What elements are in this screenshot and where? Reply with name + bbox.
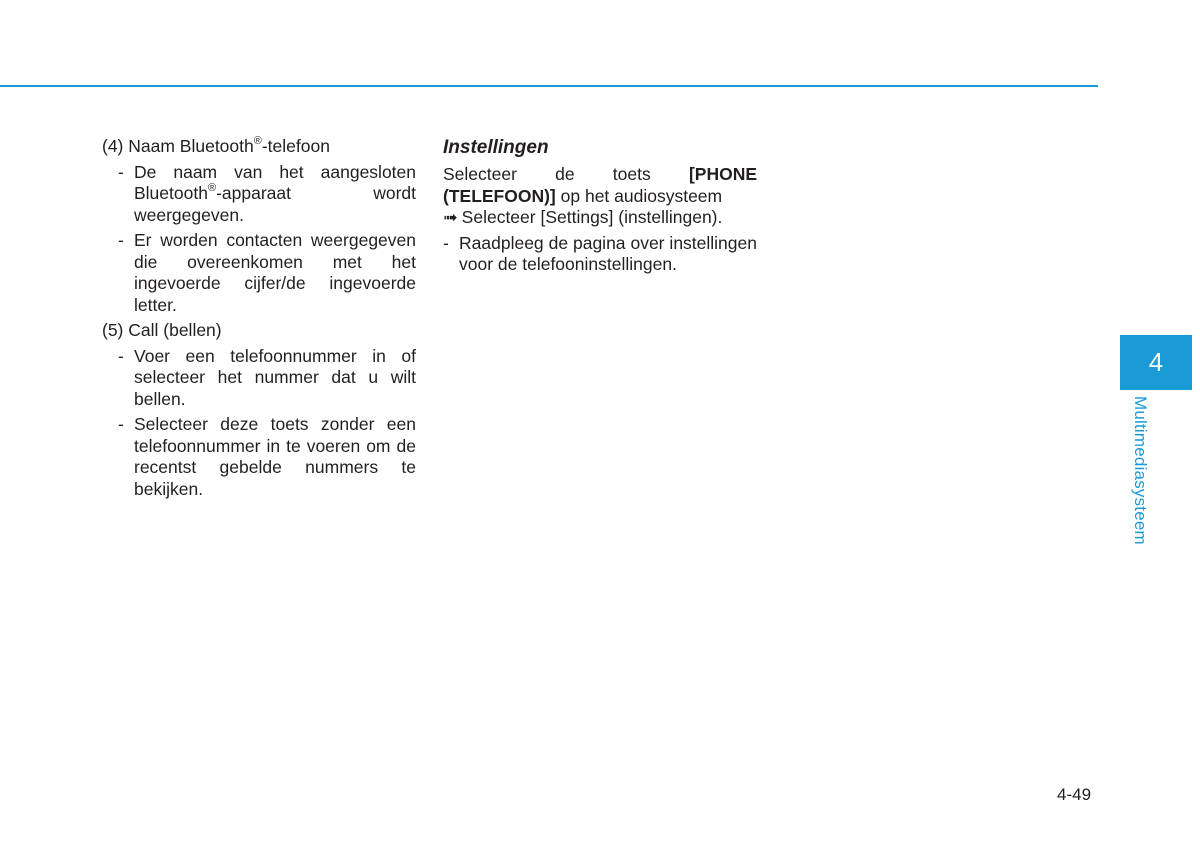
registered-mark: ® (253, 135, 262, 148)
chapter-label: Multimediasysteem (1131, 396, 1150, 545)
instruction-part3: Selecteer [Settings] (instellingen). (461, 207, 723, 227)
bullet-dash: - (443, 232, 449, 253)
bullet-dash: - (118, 345, 124, 366)
right-column (443, 136, 757, 280)
bullet-dash: - (118, 161, 124, 182)
item-4-bullet-1-part3: -apparaat wordt weergegeven. (134, 183, 416, 225)
instruction-part2: op het audiosysteem (555, 185, 723, 206)
item-5-bullet-2: Selecteer deze toets zonder een telefoonnummer in te voeren om de recentst gebelde nummers te bekijken. (134, 414, 416, 499)
item-5-heading: (5) Call (bellen) (102, 320, 222, 340)
chapter-number: 4 (1148, 347, 1164, 377)
chapter-tab (1120, 335, 1192, 390)
phone-button-reference: [PHONE (TELEFOON)] (443, 164, 757, 206)
item-5-bullet-1: Voer een telefoonnummer in of selecteer het nummer dat u wilt bellen. (134, 345, 416, 409)
bullet-dash: - (118, 230, 124, 250)
header-rule (0, 85, 1098, 87)
item-4-bullet-2: Er worden contacten weergegeven die overeenkomen met het ingevoerde cijfer/de ingevoerde letter. (134, 230, 416, 315)
left-column (102, 136, 416, 504)
item-4-heading (102, 136, 416, 158)
item-4-bullet-1-part2: Bluetooth (134, 183, 208, 203)
list-item (102, 346, 416, 411)
list-item (102, 230, 416, 316)
item-4-bullet-1-part1: De naam van het aangesloten (134, 161, 416, 182)
bullet-dash: - (118, 414, 124, 434)
page-number: 4-49 (1057, 785, 1092, 804)
instruction-paragraph (443, 164, 757, 229)
list-item (102, 162, 416, 227)
section-heading: Instellingen (443, 137, 549, 158)
arrow-icon: ➟ (443, 207, 458, 227)
settings-bullet: Raadpleeg de pagina over instellingen voor de telefooninstellingen. (459, 232, 757, 274)
registered-mark: ® (207, 182, 217, 195)
item-4-label: (4) Naam Bluetooth (102, 136, 254, 156)
item-4-bullet-1 (134, 162, 416, 227)
instruction-part1: Selecteer de toets (443, 164, 689, 184)
list-item (102, 414, 416, 500)
item-4-suffix: -telefoon (261, 136, 330, 156)
list-item (443, 233, 757, 276)
